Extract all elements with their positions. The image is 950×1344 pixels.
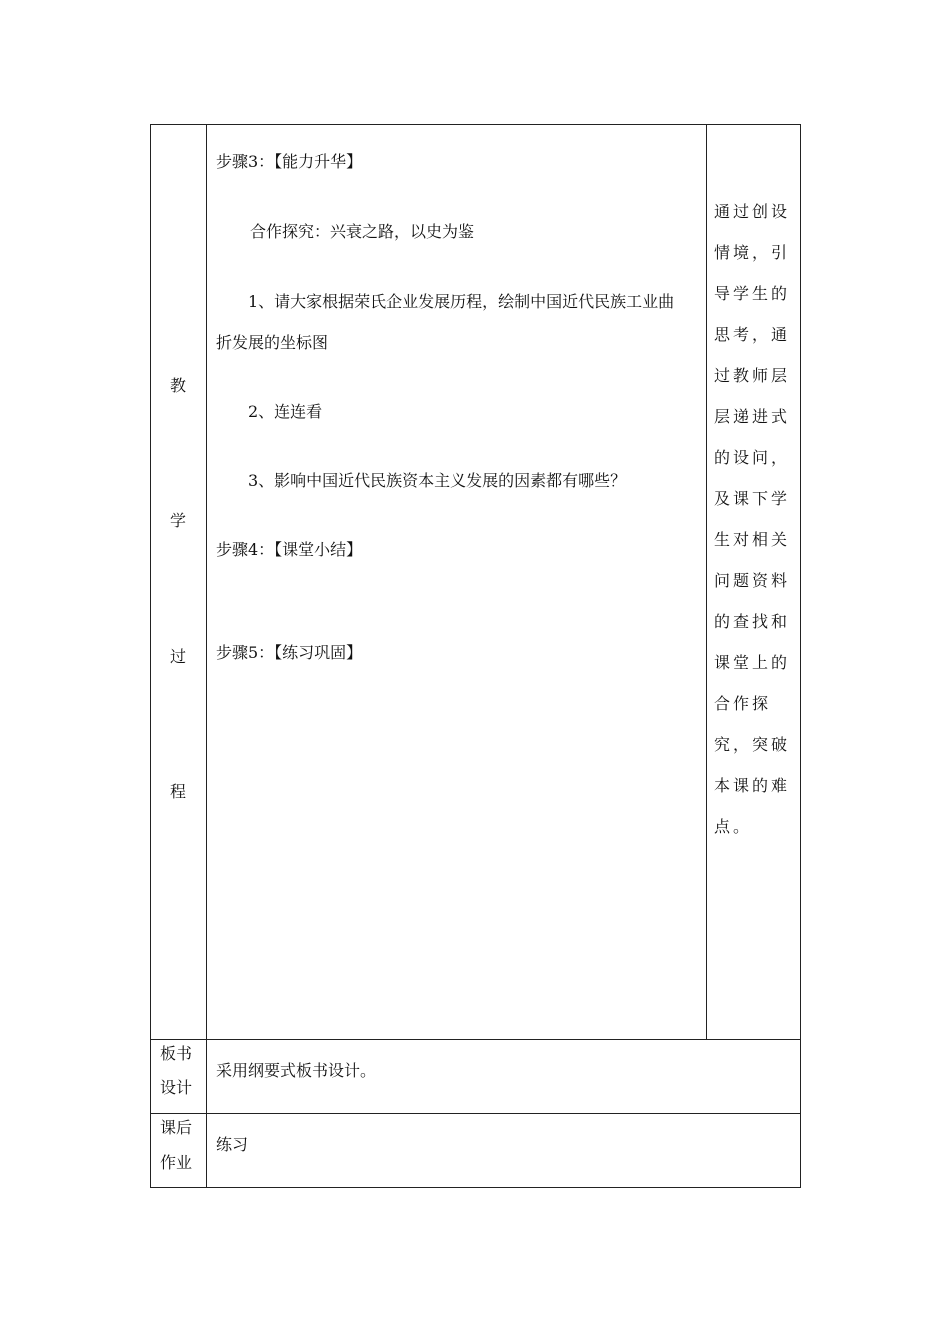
homework-label-line-2: 作业 <box>160 1153 193 1172</box>
step5-heading: 步骤5：【练习巩固】 <box>216 643 363 662</box>
question-2: 2、连连看 <box>248 402 323 421</box>
table-border-bottom <box>150 1187 801 1188</box>
homework-content: 练习 <box>216 1135 249 1154</box>
coop-inquiry: 合作探究：兴衰之路，以史为鉴 <box>250 222 475 241</box>
question-3: 3、影响中国近代民族资本主义发展的因素都有哪些？ <box>248 471 627 490</box>
table-border-right <box>800 124 801 1188</box>
table-border-left <box>150 124 151 1188</box>
board-label-line-1: 板书 <box>160 1044 193 1063</box>
process-label-char: 过 <box>169 647 186 666</box>
table-border-top <box>150 124 801 125</box>
question-1-line-1: 1、请大家根据荣氏企业发展历程，绘制中国近代民族工业曲 <box>248 292 675 311</box>
row-divider-board <box>150 1039 801 1040</box>
label-column-divider <box>206 124 207 1188</box>
row-divider-homework <box>150 1113 801 1114</box>
process-label-char: 教 <box>169 376 186 395</box>
note-column-divider <box>706 124 707 1039</box>
board-content: 采用纲要式板书设计。 <box>216 1061 377 1080</box>
homework-label-line-1: 课后 <box>160 1118 193 1137</box>
question-1-line-2: 折发展的坐标图 <box>216 333 329 352</box>
process-label-char: 学 <box>169 511 186 530</box>
process-label-char: 程 <box>169 782 186 801</box>
design-intent-note: 通过创设情境，引导学生的思考，通过教师层层递进式的设问，及课下学生对相关问题资料的查找和课堂上的合作探究，突破本课的难点。 <box>714 202 791 836</box>
step4-heading: 步骤4：【课堂小结】 <box>216 540 363 559</box>
board-label-line-2: 设计 <box>160 1078 193 1097</box>
step3-heading: 步骤3：【能力升华】 <box>216 152 363 171</box>
